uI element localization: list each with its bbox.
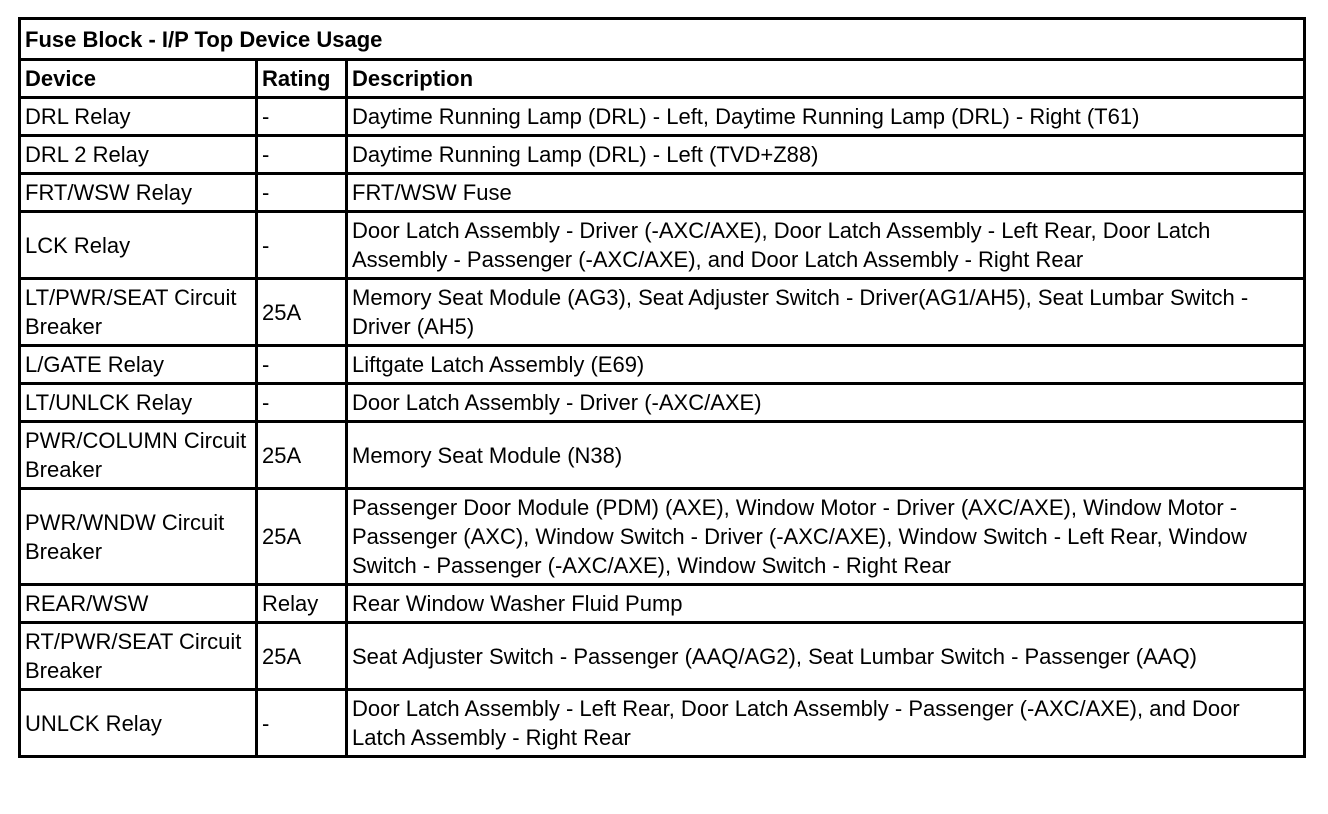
description-cell: Door Latch Assembly - Driver (-AXC/AXE), Door Latch Assembly - Left Rear, Door Latch Assembly - Passenger (-AXC/AXE), and Door Latch Assembly - Right Rear [347,212,1305,279]
fuse-device-usage-table [18,17,1306,758]
rating-cell: Relay [257,585,347,623]
device-cell: UNLCK Relay [20,690,257,757]
rating-cell: 25A [257,623,347,690]
table-row [20,585,1305,623]
table-row [20,279,1305,346]
rating-cell: - [257,690,347,757]
rating-cell: - [257,98,347,136]
table-row [20,623,1305,690]
device-cell: PWR/COLUMN Circuit Breaker [20,422,257,489]
rating-cell: - [257,346,347,384]
device-cell: LT/PWR/SEAT Circuit Breaker [20,279,257,346]
description-cell: Seat Adjuster Switch - Passenger (AAQ/AG2), Seat Lumbar Switch - Passenger (AAQ) [347,623,1305,690]
table-row [20,98,1305,136]
device-cell: DRL 2 Relay [20,136,257,174]
table-row [20,690,1305,757]
description-cell: Daytime Running Lamp (DRL) - Left (TVD+Z88) [347,136,1305,174]
table-row [20,174,1305,212]
rating-cell: - [257,136,347,174]
device-cell: RT/PWR/SEAT Circuit Breaker [20,623,257,690]
rating-cell: - [257,384,347,422]
column-header-rating: Rating [257,60,347,98]
table-row [20,422,1305,489]
description-cell: Passenger Door Module (PDM) (AXE), Window Motor - Driver (AXC/AXE), Window Motor - Passenger (AXC), Window Switch - Driver (-AXC/AXE), Window Switch - Left Rear, Window Switch - Passenger (-AXC/AXE), Window Switch - Right Rear [347,489,1305,585]
description-cell: Door Latch Assembly - Driver (-AXC/AXE) [347,384,1305,422]
description-cell: FRT/WSW Fuse [347,174,1305,212]
description-cell: Rear Window Washer Fluid Pump [347,585,1305,623]
rating-cell: 25A [257,422,347,489]
device-cell: DRL Relay [20,98,257,136]
description-cell: Daytime Running Lamp (DRL) - Left, Daytime Running Lamp (DRL) - Right (T61) [347,98,1305,136]
device-cell: LCK Relay [20,212,257,279]
rating-cell: - [257,174,347,212]
device-cell: FRT/WSW Relay [20,174,257,212]
column-header-description: Description [347,60,1305,98]
rating-cell: 25A [257,279,347,346]
table-row [20,346,1305,384]
table-row [20,212,1305,279]
table-row [20,384,1305,422]
device-cell: L/GATE Relay [20,346,257,384]
table-title: Fuse Block - I/P Top Device Usage [20,19,1305,60]
device-cell: PWR/WNDW Circuit Breaker [20,489,257,585]
rating-cell: 25A [257,489,347,585]
device-cell: LT/UNLCK Relay [20,384,257,422]
table-row [20,489,1305,585]
rating-cell: - [257,212,347,279]
description-cell: Liftgate Latch Assembly (E69) [347,346,1305,384]
device-cell: REAR/WSW [20,585,257,623]
description-cell: Door Latch Assembly - Left Rear, Door Latch Assembly - Passenger (-AXC/AXE), and Door Latch Assembly - Right Rear [347,690,1305,757]
column-header-device: Device [20,60,257,98]
table-row [20,136,1305,174]
description-cell: Memory Seat Module (AG3), Seat Adjuster Switch - Driver(AG1/AH5), Seat Lumbar Switch - Driver (AH5) [347,279,1305,346]
description-cell: Memory Seat Module (N38) [347,422,1305,489]
